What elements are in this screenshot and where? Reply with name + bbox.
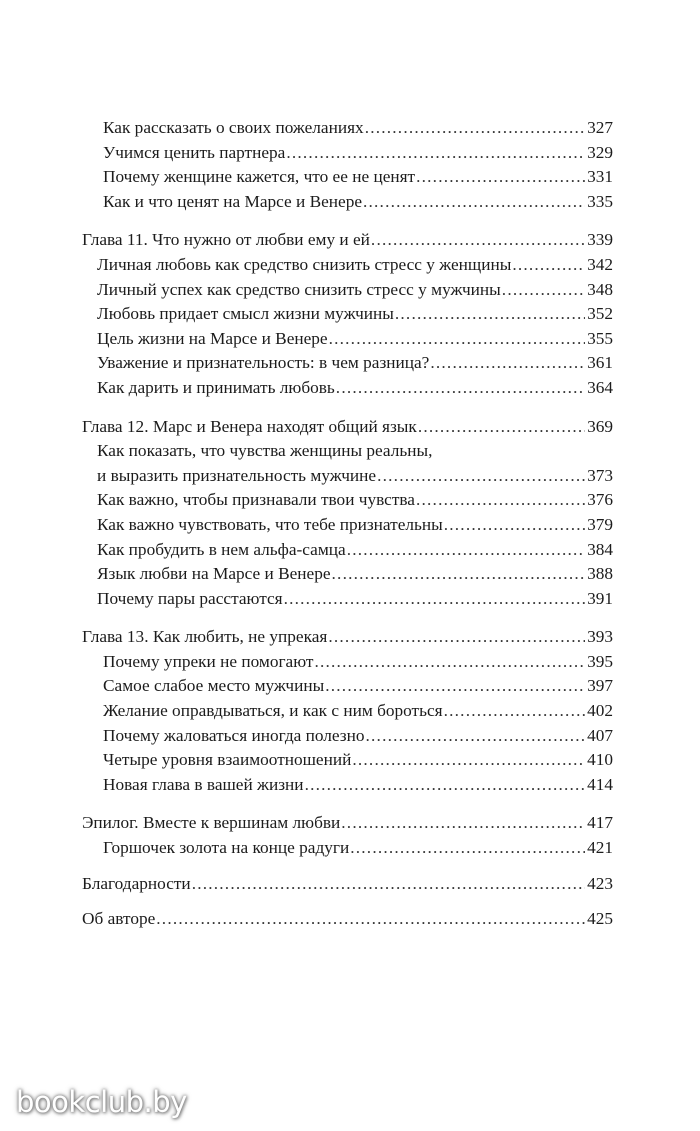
dot-leader xyxy=(329,327,585,352)
dot-leader xyxy=(325,674,585,699)
toc-subentry xyxy=(82,674,613,699)
page-number: 327 xyxy=(587,118,613,137)
toc-subentry xyxy=(82,439,613,464)
watermark-logo: bookclub.by xyxy=(16,1085,187,1119)
entry-title: Глава 11. Что нужно от любви ему и ей xyxy=(82,230,370,250)
dot-leader xyxy=(444,513,585,538)
entry-title: Четыре уровня взаимоотношений xyxy=(103,750,352,770)
entry-title: Благодарности xyxy=(82,873,191,893)
page-number: 364 xyxy=(587,377,613,397)
toc-subentry xyxy=(82,278,613,303)
dot-leader xyxy=(336,376,585,401)
entry-title: Учимся ценить партнера xyxy=(103,142,286,162)
entry-title: Как пробудить в нем альфа-самца xyxy=(97,539,346,559)
page-number: 369 xyxy=(587,416,613,436)
entry-title: Любовь придает смысл жизни мужчины xyxy=(97,304,394,324)
toc-subentry xyxy=(82,488,613,513)
entry-title: Личная любовь как средство снизить стресс у женщины xyxy=(97,254,512,274)
page-number: 342 xyxy=(587,254,613,274)
toc-section xyxy=(82,415,613,612)
dot-leader xyxy=(430,351,585,376)
toc-chapter-entry xyxy=(82,625,613,650)
entry-title: Об авторе xyxy=(82,909,156,929)
dot-leader xyxy=(371,228,585,253)
dot-leader xyxy=(341,811,585,836)
entry-title: Как важно, чтобы признавали твои чувства xyxy=(97,490,415,510)
entry-title: Новая глава в вашей жизни xyxy=(103,774,304,794)
entry-title: Глава 12. Марс и Венера находят общий язык xyxy=(82,416,417,436)
toc-subentry xyxy=(82,464,613,489)
toc-chapter-entry xyxy=(82,415,613,440)
page-number: 361 xyxy=(587,353,613,373)
toc-section xyxy=(82,872,613,897)
page-number: 393 xyxy=(587,627,613,647)
dot-leader xyxy=(332,562,586,587)
dot-leader xyxy=(352,748,585,773)
toc-subentry xyxy=(82,302,613,327)
page-number: 407 xyxy=(587,725,613,745)
dot-leader xyxy=(350,836,585,861)
page-number: 421 xyxy=(587,838,613,858)
page-number: 425 xyxy=(587,909,613,929)
toc-subentry xyxy=(82,773,613,798)
toc-subentry xyxy=(82,141,613,166)
page-number: 397 xyxy=(587,676,613,696)
page-number: 414 xyxy=(587,774,613,794)
entry-title: Глава 13. Как любить, не упрекая xyxy=(82,627,328,647)
toc-subentry xyxy=(82,562,613,587)
entry-title: Как показать, что чувства женщины реальны, xyxy=(97,441,433,461)
toc-subentry xyxy=(82,351,613,376)
entry-title: Как рассказать о своих пожеланиях xyxy=(103,118,364,137)
dot-leader xyxy=(512,253,585,278)
entry-title: Почему женщине кажется, что ее не ценят xyxy=(103,167,416,187)
entry-title: Почему пары расстаются xyxy=(97,588,283,608)
dot-leader xyxy=(284,587,586,612)
toc-subentry xyxy=(82,699,613,724)
dot-leader xyxy=(363,190,585,215)
toc-chapter-entry xyxy=(82,811,613,836)
page-number: 352 xyxy=(587,304,613,324)
dot-leader xyxy=(416,165,585,190)
entry-title: Почему жаловаться иногда полезно xyxy=(103,725,365,745)
toc-section xyxy=(82,625,613,797)
page-number: 395 xyxy=(587,651,613,671)
dot-leader xyxy=(192,872,585,897)
page-number: 335 xyxy=(587,191,613,211)
dot-leader xyxy=(156,907,585,932)
page-number: 379 xyxy=(587,514,613,534)
page-number: 348 xyxy=(587,279,613,299)
toc-section xyxy=(82,907,613,932)
entry-title: и выразить признательность мужчине xyxy=(97,465,377,485)
toc-subentry xyxy=(82,836,613,861)
toc-section xyxy=(82,811,613,860)
entry-title: Язык любви на Марсе и Венере xyxy=(97,564,331,584)
toc-subentry xyxy=(82,190,613,215)
toc-subentry xyxy=(82,538,613,563)
entry-title: Как важно чувствовать, что тебе признательны xyxy=(97,514,443,534)
page-number: 355 xyxy=(587,328,613,348)
entry-title: Горшочек золота на конце радуги xyxy=(103,838,350,858)
table-of-contents xyxy=(82,116,613,943)
page-number: 410 xyxy=(587,750,613,770)
toc-subentry xyxy=(82,376,613,401)
toc-subentry xyxy=(82,587,613,612)
dot-leader xyxy=(347,538,585,563)
dot-leader xyxy=(377,464,585,489)
dot-leader xyxy=(416,488,585,513)
dot-leader xyxy=(418,415,585,440)
dot-leader xyxy=(365,116,585,141)
page-number: 402 xyxy=(587,701,613,721)
toc-subentry xyxy=(82,748,613,773)
toc-subentry xyxy=(82,116,613,141)
page-number: 384 xyxy=(587,539,613,559)
toc-section xyxy=(82,228,613,400)
toc-subentry xyxy=(82,724,613,749)
entry-title: Личный успех как средство снизить стресс у мужчины xyxy=(97,279,501,299)
entry-title: Желание оправдываться, и как с ним бороться xyxy=(103,701,443,721)
dot-leader xyxy=(314,650,585,675)
page-number: 373 xyxy=(587,465,613,485)
toc-chapter-entry xyxy=(82,872,613,897)
dot-leader xyxy=(395,302,585,327)
page-number: 423 xyxy=(587,873,613,893)
dot-leader xyxy=(286,141,585,166)
toc-subentry xyxy=(82,165,613,190)
toc-chapter-entry xyxy=(82,228,613,253)
entry-title: Цель жизни на Марсе и Венере xyxy=(97,328,328,348)
dot-leader xyxy=(444,699,585,724)
page-number: 339 xyxy=(587,230,613,250)
toc-subentry xyxy=(82,253,613,278)
entry-title: Почему упреки не помогают xyxy=(103,651,314,671)
entry-title: Как и что ценят на Марсе и Венере xyxy=(103,191,362,211)
entry-title: Самое слабое место мужчины xyxy=(103,676,325,696)
page-number: 331 xyxy=(587,167,613,187)
entry-title: Эпилог. Вместе к вершинам любви xyxy=(82,813,341,833)
page-number: 417 xyxy=(587,813,613,833)
entry-title: Уважение и признательность: в чем разница? xyxy=(97,353,430,373)
dot-leader xyxy=(502,278,585,303)
dot-leader xyxy=(328,625,585,650)
page-number: 388 xyxy=(587,564,613,584)
toc-subentry xyxy=(82,650,613,675)
page-number: 391 xyxy=(587,588,613,608)
toc-subentry xyxy=(82,513,613,538)
toc-chapter-entry xyxy=(82,907,613,932)
toc-section xyxy=(82,116,613,214)
page-number: 329 xyxy=(587,142,613,162)
toc-subentry xyxy=(82,327,613,352)
dot-leader xyxy=(305,773,586,798)
page-number: 376 xyxy=(587,490,613,510)
dot-leader xyxy=(366,724,586,749)
entry-title: Как дарить и принимать любовь xyxy=(97,377,335,397)
